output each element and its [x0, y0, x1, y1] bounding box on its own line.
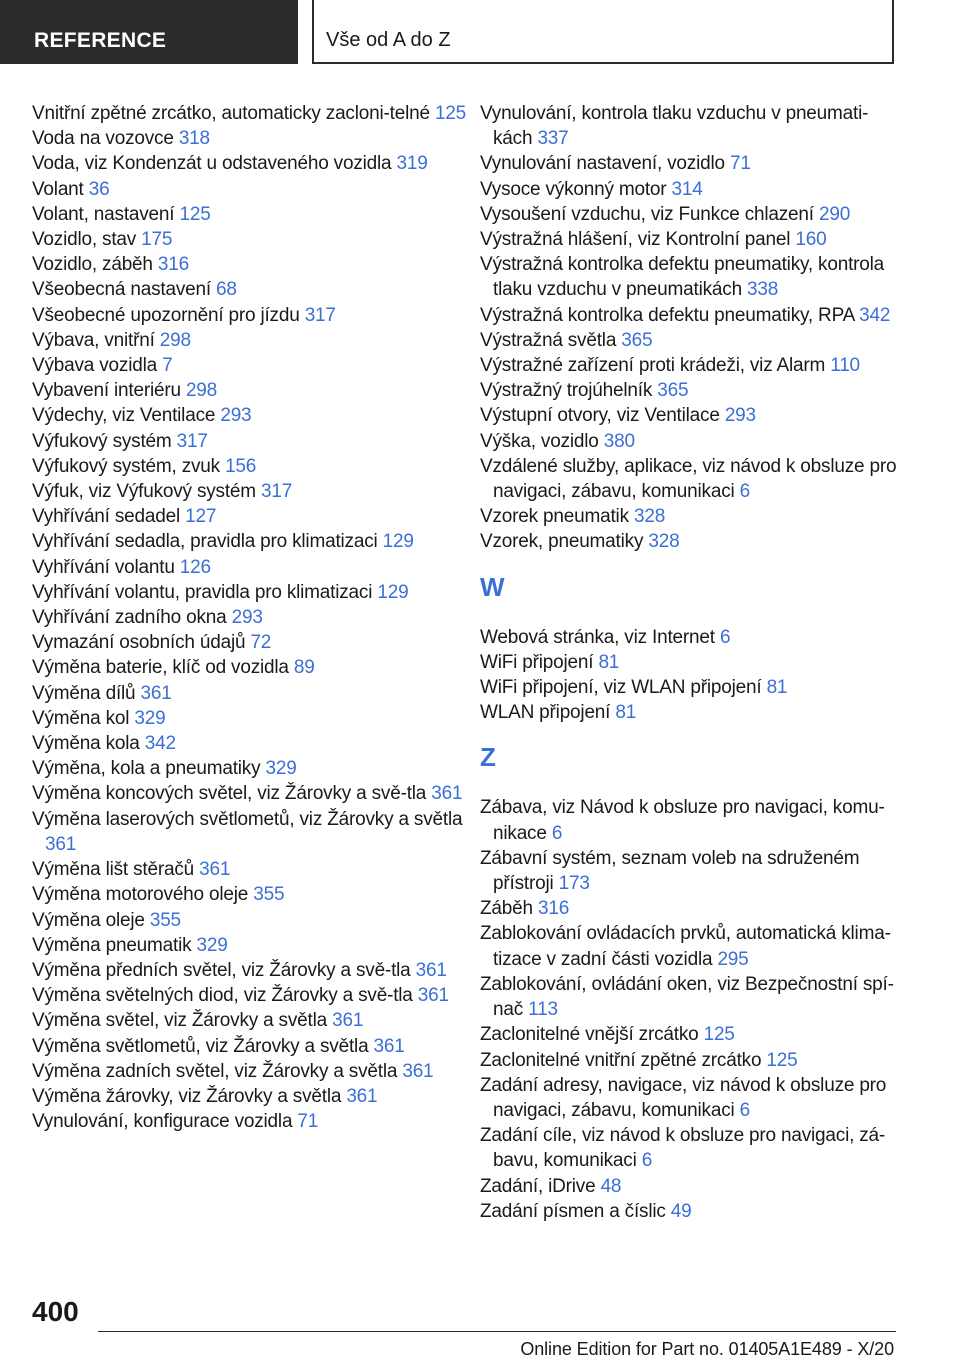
- index-entry-term: Zaclonitelné vnitřní zpětné zrcátko: [480, 1049, 762, 1071]
- index-page-link[interactable]: 110: [830, 355, 860, 377]
- index-entry: [32, 353, 472, 378]
- index-entry-term: Výstražná hlášení, viz Kontrolní panel: [480, 229, 791, 251]
- index-entry-term: Zadání cíle, viz návod k obsluze pro navigaci, zá-bavu, komunikaci: [480, 1125, 886, 1172]
- index-page-link[interactable]: 355: [253, 884, 285, 906]
- index-entry-term: Výměna dílů: [32, 682, 136, 704]
- index-page-link[interactable]: 293: [724, 405, 756, 427]
- index-entry: [32, 781, 472, 806]
- index-entry: [32, 1084, 472, 1109]
- index-page-link[interactable]: 298: [159, 329, 191, 351]
- index-entry: [480, 252, 900, 302]
- index-entry: [480, 177, 900, 202]
- index-entry: [480, 1123, 900, 1173]
- index-entry: [32, 933, 472, 958]
- index-entry: [480, 353, 900, 378]
- index-entry-term: Výměna oleje: [32, 909, 145, 931]
- index-entry: [480, 700, 900, 725]
- index-entry-term: Výstražná kontrolka defektu pneumatiky, kontrola tlaku vzduchu v pneumatikách: [480, 254, 885, 301]
- index-entry-term: Výměna zadních světel, viz Žárovky a světla: [32, 1060, 398, 1082]
- index-page-link[interactable]: 314: [671, 178, 703, 200]
- index-entry: [32, 756, 472, 781]
- footer-divider: [98, 1331, 896, 1332]
- index-column-left: [32, 101, 472, 1134]
- index-page-link[interactable]: 317: [304, 304, 336, 326]
- index-entry-term: Vysoce výkonný motor: [480, 178, 667, 200]
- index-entry-term: Všeobecné upozornění pro jízdu: [32, 304, 300, 326]
- index-page-link[interactable]: 71: [297, 1111, 319, 1133]
- index-entry-term: Výfukový systém, zvuk: [32, 455, 220, 477]
- index-page-link[interactable]: 125: [766, 1049, 798, 1071]
- index-page-link[interactable]: 6: [719, 626, 731, 648]
- index-entry-term: Výstražné zařízení proti krádeži, viz Alarm: [480, 355, 826, 377]
- index-entry: [32, 580, 472, 605]
- index-page-link[interactable]: 361: [346, 1085, 378, 1107]
- index-entry-term: Vozidlo, záběh: [32, 254, 153, 276]
- index-entry: [32, 151, 472, 176]
- index-page-link[interactable]: 81: [766, 677, 788, 699]
- index-entry-term: Výměna laserových světlometů, viz Žárovky a světla: [32, 808, 463, 830]
- index-entry-term: Výměna pneumatik: [32, 934, 192, 956]
- index-entry: [32, 177, 472, 202]
- index-page-link[interactable]: 81: [615, 702, 637, 724]
- index-page-link[interactable]: 329: [196, 934, 228, 956]
- index-page-link[interactable]: 156: [225, 455, 257, 477]
- index-entry-term: Výměna světlometů, viz Žárovky a světla: [32, 1035, 369, 1057]
- index-entry-term: Výměna motorového oleje: [32, 884, 249, 906]
- index-page-link[interactable]: 129: [377, 581, 409, 603]
- index-entry-term: Výměna kol: [32, 707, 130, 729]
- index-entry-term: Vyhřívání sedadel: [32, 506, 180, 528]
- index-entry: [32, 983, 472, 1008]
- index-entry-term: WiFi připojení, viz WLAN připojení: [480, 677, 762, 699]
- index-entry: [32, 857, 472, 882]
- index-page-link[interactable]: 7: [162, 355, 173, 377]
- index-entry: [32, 328, 472, 353]
- index-entry: [32, 101, 472, 126]
- index-page-link[interactable]: 329: [134, 707, 166, 729]
- index-entry-term: Výška, vozidlo: [480, 430, 599, 452]
- index-page-link[interactable]: 361: [431, 783, 463, 805]
- index-entry-term: Zábavní systém, seznam voleb na sdruženém přístroji: [480, 847, 860, 895]
- index-page-link[interactable]: 361: [402, 1060, 434, 1082]
- index-entry-term: Výdechy, viz Ventilace: [32, 405, 216, 427]
- index-entry: [480, 1174, 900, 1199]
- index-page-link[interactable]: 126: [179, 556, 211, 578]
- index-entry: [32, 1034, 472, 1059]
- index-column-right: [480, 101, 900, 1224]
- index-entry: [32, 908, 472, 933]
- index-page-link[interactable]: 6: [641, 1150, 653, 1172]
- index-entry: [32, 429, 472, 454]
- index-entry-term: Vzorek, pneumatiky: [480, 531, 644, 553]
- index-page-link[interactable]: 81: [598, 651, 620, 673]
- index-entry-term: Výstražný trojúhelník: [480, 380, 653, 402]
- index-page-link[interactable]: 68: [216, 279, 237, 301]
- index-entry: [32, 706, 472, 731]
- index-entry: [32, 1059, 472, 1084]
- index-page-link[interactable]: 316: [537, 898, 570, 920]
- index-entry: [480, 846, 900, 896]
- index-entry-term: Vyhřívání volantu, pravidla pro klimatizaci: [32, 581, 373, 603]
- index-entry: [32, 529, 472, 554]
- index-entry: [480, 896, 900, 921]
- index-entry-term: WLAN připojení: [480, 702, 611, 724]
- index-entry: [480, 675, 900, 700]
- index-entry-term: Volant, nastavení: [32, 203, 175, 225]
- index-page-link[interactable]: 293: [231, 607, 263, 629]
- index-page-link[interactable]: 361: [332, 1010, 364, 1032]
- index-page-link[interactable]: 328: [648, 531, 680, 553]
- index-page-link[interactable]: 89: [293, 657, 315, 679]
- edition-footer: Online Edition for Part no. 01405A1E489 - X/20: [520, 1339, 894, 1359]
- index-entry-term: Výfukový systém: [32, 430, 172, 452]
- index-letter-heading: Z: [480, 742, 496, 773]
- index-entry-term: Zadání adresy, navigace, viz návod k obsluze pro navigaci, zábavu, komunikaci: [480, 1074, 887, 1121]
- index-entry: [480, 625, 900, 650]
- index-page-link[interactable]: 125: [179, 203, 211, 225]
- index-entry: [480, 921, 900, 971]
- index-entry-term: Vynulování, kontrola tlaku vzduchu v pneumati-kách: [480, 103, 869, 150]
- index-entry-term: Vnitřní zpětné zrcátko, automaticky zacloni-telné: [32, 103, 430, 124]
- index-entry: [480, 378, 900, 403]
- index-entry-term: Vyhřívání zadního okna: [32, 607, 227, 629]
- index-entry: [480, 227, 900, 252]
- index-page-link[interactable]: 129: [382, 531, 414, 553]
- index-page-link[interactable]: 71: [729, 153, 751, 175]
- index-entry-term: Výměna předních světel, viz Žárovky a svě-tla: [32, 959, 411, 981]
- index-page-link[interactable]: 125: [703, 1024, 735, 1046]
- index-entry: [32, 630, 472, 655]
- index-page-link[interactable]: 290: [818, 203, 851, 225]
- index-entry: [480, 650, 900, 675]
- index-page-link[interactable]: 6: [551, 822, 563, 844]
- index-entry: [32, 202, 472, 227]
- index-entry-term: Volant: [32, 178, 84, 200]
- index-entry: [480, 328, 900, 353]
- index-entry-term: Zaclonitelné vnější zrcátko: [480, 1024, 699, 1046]
- index-entry-term: Výstražná světla: [480, 329, 617, 351]
- chapter-title-box: [312, 0, 894, 64]
- index-entry: [32, 958, 472, 983]
- index-entry-term: Výměna žárovky, viz Žárovky a světla: [32, 1085, 342, 1107]
- index-entry: [32, 605, 472, 630]
- index-page-link[interactable]: 72: [250, 632, 272, 654]
- index-page-link[interactable]: 316: [157, 254, 189, 276]
- index-entry-term: Vynulování, konfigurace vozidla: [32, 1111, 293, 1133]
- index-page-link[interactable]: 342: [859, 304, 891, 326]
- index-entry: [32, 252, 472, 277]
- index-entry: [32, 504, 472, 529]
- index-entry: [32, 227, 472, 252]
- index-entry: [32, 479, 472, 504]
- index-entry: [480, 151, 900, 176]
- index-entry: [32, 807, 472, 857]
- index-page-link[interactable]: 113: [528, 999, 558, 1021]
- index-page-link[interactable]: 342: [144, 733, 176, 755]
- index-entry-term: Zablokování ovládacích prvků, automatická klima-tizace v zadní části vozidla: [480, 923, 891, 970]
- index-entry: [32, 1109, 472, 1134]
- index-entry-term: Zadání písmen a číslic: [480, 1200, 666, 1222]
- index-entry-term: Vynulování nastavení, vozidlo: [480, 153, 725, 175]
- index-entry-term: Vyhřívání volantu: [32, 556, 175, 578]
- letter-spacer: [480, 555, 900, 572]
- index-page-link[interactable]: 318: [178, 128, 210, 150]
- index-page-link[interactable]: 361: [199, 859, 231, 881]
- index-page-link[interactable]: 6: [739, 1099, 750, 1121]
- index-page-link[interactable]: 175: [141, 229, 173, 251]
- index-entry-term: Zadání, iDrive: [480, 1175, 596, 1197]
- index-entry: [32, 731, 472, 756]
- index-page-link[interactable]: 295: [717, 948, 749, 970]
- index-page-link[interactable]: 293: [220, 405, 252, 427]
- index-entry-term: Výměna koncových světel, viz Žárovky a svě-tla: [32, 783, 427, 805]
- index-entry: [32, 1008, 472, 1033]
- index-entry: [32, 454, 472, 479]
- index-page-link[interactable]: 127: [185, 506, 217, 528]
- index-entry: [480, 429, 900, 454]
- index-entry-term: Výměna lišt stěračů: [32, 859, 194, 881]
- index-page-link[interactable]: 365: [657, 380, 689, 402]
- index-entry: [480, 101, 900, 151]
- index-page-link[interactable]: 125: [434, 103, 467, 124]
- index-entry-term: Výměna, kola a pneumatiky: [32, 758, 261, 780]
- index-entry: [32, 655, 472, 680]
- index-entry-term: Záběh: [480, 898, 533, 920]
- index-entry-term: Všeobecná nastavení: [32, 279, 211, 301]
- index-page-link[interactable]: 319: [396, 153, 428, 175]
- index-page-link[interactable]: 49: [670, 1200, 692, 1222]
- index-entry: [480, 454, 900, 504]
- index-entry: [480, 504, 900, 529]
- index-page-link[interactable]: 361: [373, 1035, 405, 1057]
- index-entry: [480, 202, 900, 227]
- index-entry-term: Webová stránka, viz Internet: [480, 626, 715, 648]
- index-page-link[interactable]: 173: [558, 873, 590, 895]
- index-page-link[interactable]: 36: [88, 178, 110, 200]
- index-page-link[interactable]: 6: [739, 481, 750, 503]
- letter-spacer: [480, 772, 900, 795]
- index-entry-term: Výbava vozidla: [32, 355, 157, 377]
- index-entry-term: Vzorek pneumatik: [480, 506, 629, 528]
- index-page-link[interactable]: 361: [140, 682, 172, 704]
- index-entry: [480, 403, 900, 428]
- index-page-link[interactable]: 317: [261, 481, 293, 503]
- page-number: 400: [32, 1296, 79, 1327]
- index-entry-term: Vzdálené služby, aplikace, viz návod k obsluze pro navigaci, zábavu, komunikaci: [480, 455, 897, 503]
- index-entry-term: Vymazání osobních údajů: [32, 632, 246, 654]
- index-entry-term: Výstupní otvory, viz Ventilace: [480, 405, 720, 427]
- index-page-link[interactable]: 361: [417, 985, 449, 1007]
- index-letter-heading: W: [480, 571, 505, 602]
- index-page-link[interactable]: 337: [537, 128, 569, 150]
- index-entry-term: Vysoušení vzduchu, viz Funkce chlazení: [480, 203, 814, 225]
- index-entry-term: Vybavení interiéru: [32, 380, 181, 402]
- section-tab: [0, 0, 298, 64]
- index-entry: [32, 555, 472, 580]
- index-entry-term: WiFi připojení: [480, 651, 594, 673]
- index-entry: [32, 403, 472, 428]
- index-entry-term: Zábava, viz Návod k obsluze pro navigaci, komu-nikace: [480, 797, 885, 844]
- index-entry: [32, 277, 472, 302]
- section-label: REFERENCE: [34, 29, 167, 52]
- index-entry-term: Výměna baterie, klíč od vozidla: [32, 657, 289, 679]
- index-page-link[interactable]: 365: [621, 329, 653, 351]
- index-page-link[interactable]: 48: [600, 1175, 622, 1197]
- index-entry: [480, 972, 900, 1022]
- chapter-title: Vše od A do Z: [326, 29, 451, 51]
- index-page-link[interactable]: 298: [185, 380, 218, 402]
- index-page-link[interactable]: 328: [633, 506, 666, 528]
- index-entry-term: Voda na vozovce: [32, 128, 174, 150]
- index-entry: [480, 1022, 900, 1047]
- index-entry-term: Výměna světel, viz Žárovky a světla: [32, 1010, 327, 1032]
- index-entry: [480, 1048, 900, 1073]
- index-entry-term: Výstražná kontrolka defektu pneumatiky, RPA: [480, 304, 855, 326]
- index-page-link[interactable]: 361: [45, 833, 77, 855]
- index-entry: [480, 529, 900, 554]
- letter-spacer: [480, 725, 900, 742]
- index-page-link[interactable]: 160: [795, 229, 827, 251]
- index-entry: [480, 1073, 900, 1123]
- index-page-link[interactable]: 317: [176, 430, 208, 452]
- index-entry: [32, 303, 472, 328]
- index-entry: [480, 795, 900, 845]
- index-entry-term: Vyhřívání sedadla, pravidla pro klimatizaci: [32, 531, 378, 553]
- index-entry-term: Výfuk, viz Výfukový systém: [32, 481, 256, 503]
- index-entry: [480, 303, 900, 328]
- index-page-link[interactable]: 329: [265, 758, 297, 780]
- index-page-link[interactable]: 355: [149, 909, 181, 931]
- index-entry-term: Vozidlo, stav: [32, 229, 137, 251]
- letter-spacer: [480, 602, 900, 625]
- index-entry: [32, 882, 472, 907]
- index-entry: [32, 378, 472, 403]
- index-entry-term: Výbava, vnitřní: [32, 329, 155, 351]
- index-entry-term: Výměna světelných diod, viz Žárovky a svě-tla: [32, 985, 413, 1007]
- index-page-link[interactable]: 361: [415, 959, 447, 981]
- index-entry: [480, 1199, 900, 1224]
- index-entry-term: Voda, viz Kondenzát u odstaveného vozidla: [32, 153, 392, 175]
- index-entry: [32, 126, 472, 151]
- index-entry-term: Zablokování, ovládání oken, viz Bezpečnostní spí-nač: [480, 973, 894, 1021]
- index-page-link[interactable]: 338: [747, 279, 779, 301]
- index-entry: [32, 681, 472, 706]
- index-page-link[interactable]: 380: [603, 430, 635, 452]
- index-entry-term: Výměna kola: [32, 733, 140, 755]
